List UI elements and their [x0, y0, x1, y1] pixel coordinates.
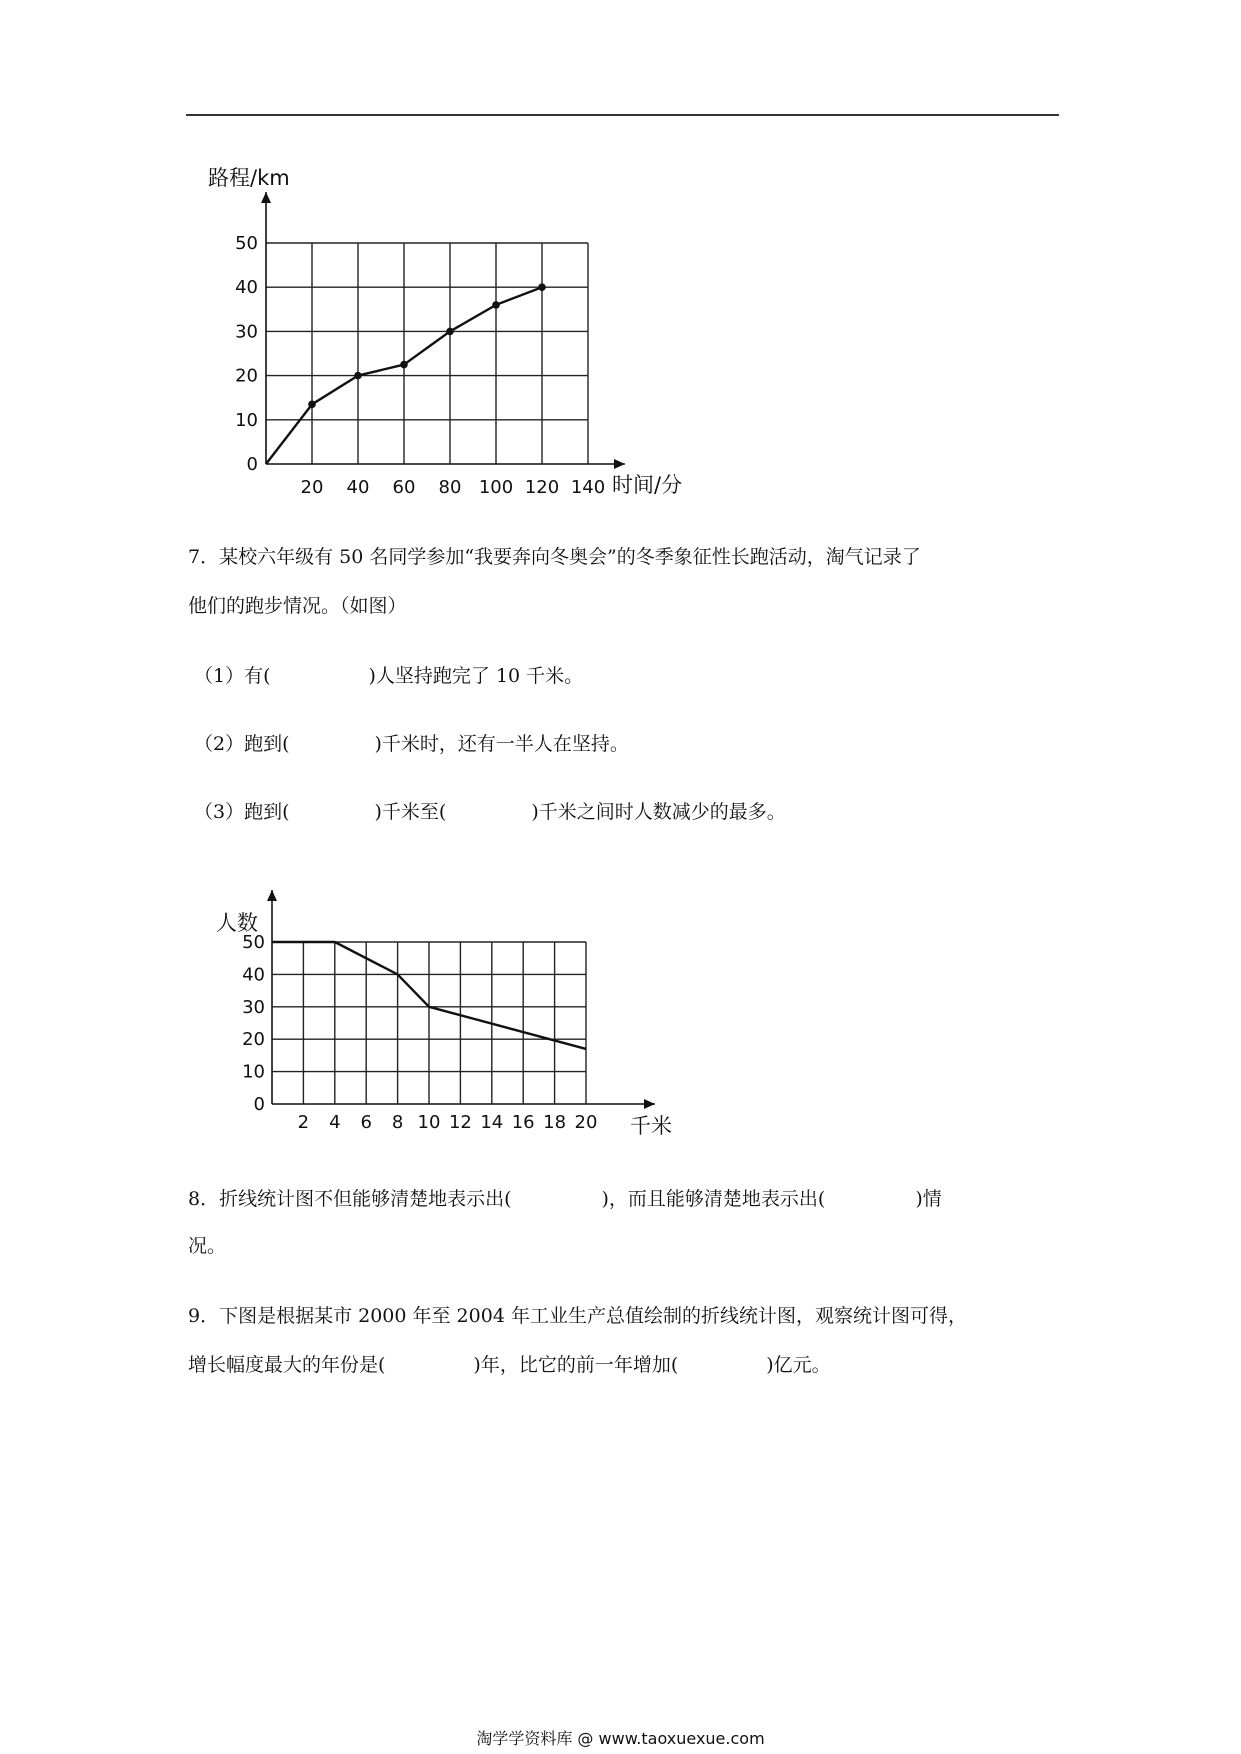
y-tick-label: 30 — [242, 996, 265, 1018]
y-axis-arrow — [267, 890, 277, 901]
x-tick-label: 80 — [438, 477, 462, 498]
x-tick-label: 8 — [391, 1112, 404, 1133]
footer-watermark: 淘学学资料库 @ www.taoxuexue.com — [476, 1729, 765, 1748]
q8-line-2: 况。 — [188, 1235, 227, 1257]
y-tick-label: 50 — [235, 233, 258, 254]
q8-line-1-mid: )，而且能够清楚地表示出( — [601, 1188, 826, 1210]
y-tick-label: 50 — [242, 932, 265, 953]
q9-line-1: 9．下图是根据某市 2000 年至 2004 年工业生产总值绘制的折线统计图，观察统计图可得， — [188, 1305, 967, 1327]
x-tick-label: 140 — [570, 477, 606, 498]
x-tick-label: 100 — [478, 477, 514, 498]
x-tick-label: 60 — [392, 477, 416, 498]
y-axis-label: 路程/km — [208, 166, 290, 190]
q7-line-2: 他们的跑步情况。（如图） — [188, 595, 407, 617]
q7-sub-1 — [194, 664, 583, 688]
q9-line-2-pre: 增长幅度最大的年份是( — [188, 1354, 386, 1376]
q8-line-1 — [188, 1187, 942, 1211]
q8-line-1-pre: 8．折线统计图不但能够清楚地表示出( — [188, 1188, 512, 1210]
y-tick-label: 20 — [242, 1029, 265, 1051]
q9-line-2-mid: )年，比它的前一年增加( — [473, 1354, 679, 1376]
x-tick-label: 4 — [329, 1112, 341, 1133]
x-tick-label: 120 — [524, 477, 560, 498]
q9-line-2-post: )亿元。 — [766, 1354, 831, 1376]
q7-line-1: 7．某校六年级有 50 名同学参加“我要奔向冬奥会”的冬季象征性长跑活动，淘气记录了 — [188, 546, 921, 568]
y-axis-label: 人数 — [216, 911, 258, 935]
x-tick-label: 40 — [346, 477, 370, 498]
x-axis-label: 时间/分 — [612, 473, 683, 497]
x-tick-label: 14 — [480, 1112, 504, 1133]
q7-sub-3-post: )千米之间时人数减少的最多。 — [531, 801, 786, 823]
x-tick-label: 12 — [448, 1112, 472, 1133]
x-tick-label: 2 — [297, 1112, 310, 1133]
q7-sub-2-pre: （2）跑到( — [194, 733, 290, 755]
x-tick-label: 20 — [300, 477, 324, 498]
x-tick-label: 18 — [543, 1112, 567, 1133]
y-tick-label: 10 — [242, 1061, 265, 1083]
q7-sub-3 — [194, 800, 786, 824]
q7-sub-2 — [194, 732, 629, 756]
y-tick-label: 20 — [235, 365, 258, 387]
q7-sub-3-pre: （3）跑到( — [194, 801, 290, 823]
y-tick-label: 0 — [253, 1094, 265, 1115]
q7-sub-1-post: )人坚持跑完了 10 千米。 — [368, 665, 584, 687]
y-tick-label: 40 — [242, 964, 265, 986]
y-tick-label: 40 — [235, 277, 258, 299]
x-tick-label: 6 — [360, 1112, 372, 1133]
q8-line-1-post: )情 — [915, 1188, 942, 1210]
x-tick-label: 20 — [574, 1112, 598, 1133]
y-tick-label: 10 — [235, 409, 258, 431]
q9-line-2 — [188, 1353, 831, 1377]
x-tick-label: 16 — [511, 1112, 535, 1133]
x-axis-arrow — [644, 1099, 655, 1109]
q7-sub-2-post: )千米时，还有一半人在坚持。 — [374, 733, 629, 755]
q7-sub-3-mid: )千米至( — [374, 801, 447, 823]
y-tick-label: 0 — [246, 454, 258, 475]
y-tick-label: 30 — [235, 321, 258, 343]
x-tick-label: 10 — [417, 1112, 441, 1133]
x-axis-label: 千米 — [630, 1114, 672, 1138]
q7-sub-1-pre: （1）有( — [194, 665, 271, 687]
